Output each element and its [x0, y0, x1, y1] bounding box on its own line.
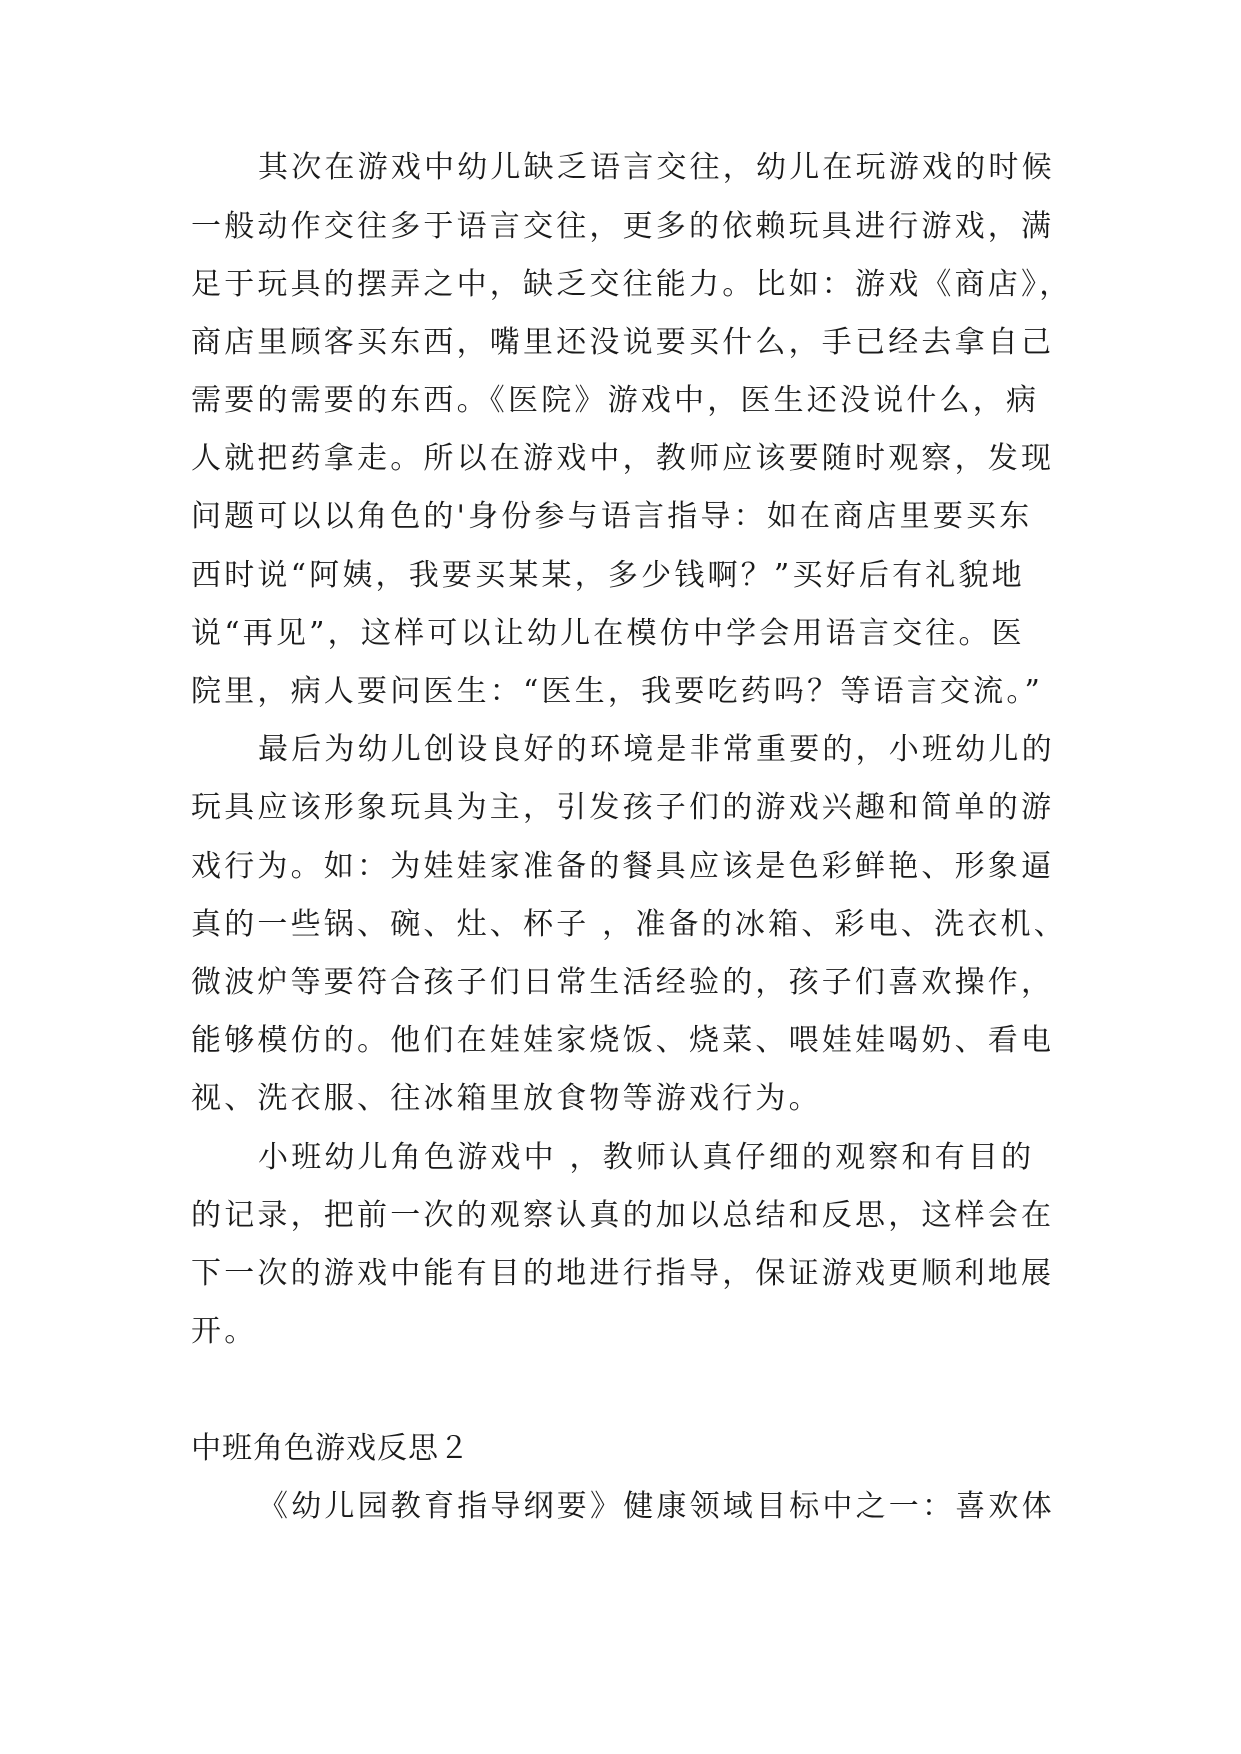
paragraph-1-line-9: 说“再见”，这样可以让幼儿在模仿中学会用语言交往。医: [191, 616, 1025, 651]
paragraph-2-line-6: 能够模仿的。他们在娃娃家烧饭、烧菜、喂娃娃喝奶、看电: [191, 1023, 1055, 1058]
paragraph-1-line-4: 商店里顾客买东西，嘴里还没说要买什么，手已经去拿自己: [191, 325, 1055, 360]
paragraph-1-line-10: 院里，病人要问医生：“医生，我要吃药吗？等语言交流。”: [191, 674, 1044, 709]
paragraph-2-line-2: 玩具应该形象玩具为主，引发孩子们的游戏兴趣和简单的游: [191, 790, 1055, 825]
paragraph-3-line-2: 的记录，把前一次的观察认真的加以总结和反思，这样会在: [191, 1198, 1055, 1233]
paragraph-3-line-1: 小班幼儿角色游戏中 ，教师认真仔细的观察和有目的: [258, 1140, 1035, 1175]
paragraph-1-line-2: 一般动作交往多于语言交往，更多的依赖玩具进行游戏，满: [191, 209, 1055, 244]
paragraph-2-line-3: 戏行为。如：为娃娃家准备的餐具应该是色彩鲜艳、形象逼: [191, 849, 1055, 884]
section-title: 中班角色游戏反思２: [191, 1431, 470, 1466]
paragraph-2-line-7: 视、洗衣服、往冰箱里放食物等游戏行为。: [191, 1081, 822, 1116]
paragraph-1-line-5: 需要的需要的东西。《医院》游戏中，医生还没说什么，病: [191, 383, 1040, 418]
paragraph-4-line-1: 《幼儿园教育指导纲要》健康领域目标中之一：喜欢体: [258, 1489, 1055, 1524]
paragraph-1-line-3: 足于玩具的摆弄之中，缺乏交往能力。比如：游戏《商店》，: [191, 267, 1073, 302]
paragraph-1-line-8: 西时说“阿姨，我要买某某，多少钱啊？”买好后有礼貌地: [191, 558, 1025, 593]
paragraph-1-line-7: 问题可以以角色的'身份参与语言指导：如在商店里要买东: [191, 499, 1033, 534]
paragraph-3-line-3: 下一次的游戏中能有目的地进行指导，保证游戏更顺利地展: [191, 1256, 1055, 1291]
paragraph-3-line-4: 开。: [191, 1314, 258, 1349]
paragraph-2-line-1: 最后为幼儿创设良好的环境是非常重要的，小班幼儿的: [258, 732, 1055, 767]
paragraph-1-line-6: 人就把药拿走。所以在游戏中，教师应该要随时观察，发现: [191, 441, 1055, 476]
paragraph-1-line-1: 其次在游戏中幼儿缺乏语言交往，幼儿在玩游戏的时候: [258, 150, 1055, 185]
paragraph-2-line-5: 微波炉等要符合孩子们日常生活经验的，孩子们喜欢操作，: [191, 965, 1055, 1000]
paragraph-2-line-4: 真的一些锅、碗、灶、杯子 ，准备的冰箱、彩电、洗衣机、: [191, 907, 1067, 942]
